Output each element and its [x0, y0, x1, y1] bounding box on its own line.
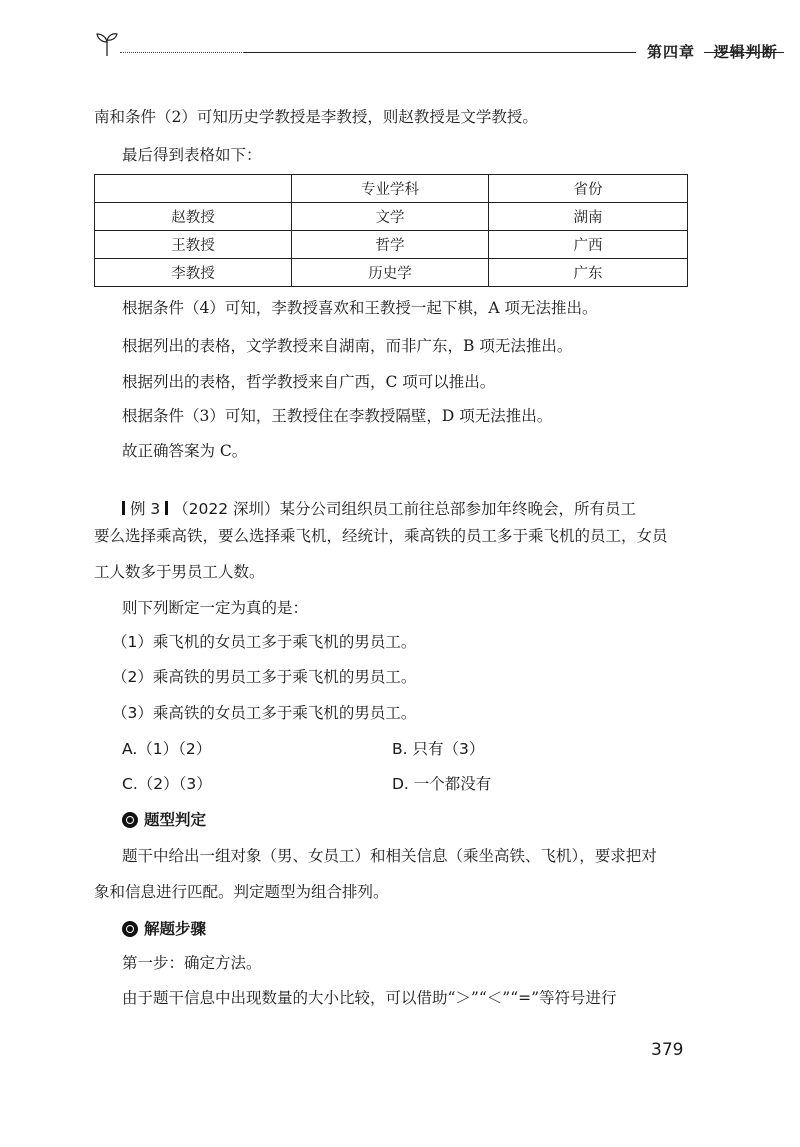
option-b: B. 只有（3） — [392, 740, 485, 758]
option-c: C.（2）（3） — [122, 775, 212, 793]
answer-table — [94, 174, 688, 287]
example-line-3: 工人数多于男员工人数。 — [94, 563, 265, 581]
table-cell: 李教授 — [95, 259, 292, 287]
statement-1: （1）乘飞机的女员工多于乘飞机的男员工。 — [112, 633, 417, 651]
table-cell: 哲学 — [292, 231, 489, 259]
chapter-title: 第四章 逻辑判断 — [647, 43, 778, 61]
example-source: （2022 深圳） — [173, 500, 280, 518]
table-cell: 广东 — [489, 259, 688, 287]
section-steps-title: 解题步骤 — [144, 920, 207, 938]
step-one: 第一步：确定方法。 — [122, 954, 262, 972]
section-steps-heading — [122, 917, 206, 939]
option-d: D. 一个都没有 — [392, 775, 492, 793]
table-row — [95, 259, 688, 287]
section-type-heading — [122, 808, 206, 830]
table-header-cell: 省份 — [489, 175, 688, 203]
header-rule-right — [704, 52, 784, 53]
running-header — [94, 28, 784, 68]
option-a: A.（1）（2） — [122, 740, 212, 758]
table-cell: 湖南 — [489, 203, 688, 231]
table-cell: 历史学 — [292, 259, 489, 287]
page-number: 379 — [651, 1040, 684, 1060]
analysis-line-3: 根据列出的表格，哲学教授来自广西，C 项可以推出。 — [122, 373, 496, 391]
analysis-line-4: 根据条件（3）可知，王教授住在李教授隔壁，D 项无法推出。 — [122, 407, 553, 425]
steps-icon — [122, 921, 138, 937]
analysis-line-1: 根据条件（4）可知，李教授喜欢和王教授一起下棋，A 项无法推出。 — [122, 299, 598, 317]
table-cell: 王教授 — [95, 231, 292, 259]
sprout-icon — [94, 28, 120, 58]
analysis-line-2: 根据列出的表格，文学教授来自湖南，而非广东，B 项无法推出。 — [122, 337, 573, 355]
table-cell: 赵教授 — [95, 203, 292, 231]
table-cell: 广西 — [489, 231, 688, 259]
section-type-line-2: 象和信息进行匹配。判定题型为组合排列。 — [94, 883, 389, 901]
step-line-1: 由于题干信息中出现数量的大小比较，可以借助“＞”“＜”“=”等符号进行 — [122, 989, 617, 1007]
example-line-2: 要么选择乘高铁，要么选择乘飞机，经统计，乘高铁的员工多于乘飞机的员工，女员 — [94, 527, 668, 545]
section-type-title: 题型判定 — [144, 811, 207, 829]
statement-3: （3）乘高铁的女员工多于乘飞机的男员工。 — [112, 704, 417, 722]
example-heading — [122, 497, 636, 519]
intro-line-2: 最后得到表格如下： — [122, 146, 262, 164]
table-row — [95, 203, 688, 231]
target-icon — [122, 812, 138, 828]
table-cell: 文学 — [292, 203, 489, 231]
table-header-cell: 专业学科 — [292, 175, 489, 203]
example-question: 则下列断定一定为真的是： — [122, 599, 309, 617]
header-dotted-rule — [120, 52, 244, 53]
intro-line-1: 南和条件（2）可知历史学教授是李教授，则赵教授是文学教授。 — [94, 108, 538, 126]
statement-2: （2）乘高铁的男员工多于乘飞机的男员工。 — [112, 668, 417, 686]
example-marker-left — [122, 501, 125, 515]
analysis-line-5: 故正确答案为 C。 — [122, 442, 248, 460]
example-line-1: 某分公司组织员工前往总部参加年终晚会，所有员工 — [279, 500, 636, 518]
header-rule-left — [244, 52, 636, 53]
section-type-line-1: 题干中给出一组对象（男、女员工）和相关信息（乘坐高铁、飞机），要求把对 — [122, 847, 657, 865]
table-row — [95, 231, 688, 259]
example-marker-right — [165, 501, 168, 515]
table-header-row — [95, 175, 688, 203]
table-header-cell — [95, 175, 292, 203]
example-label: 例 3 — [129, 500, 161, 518]
